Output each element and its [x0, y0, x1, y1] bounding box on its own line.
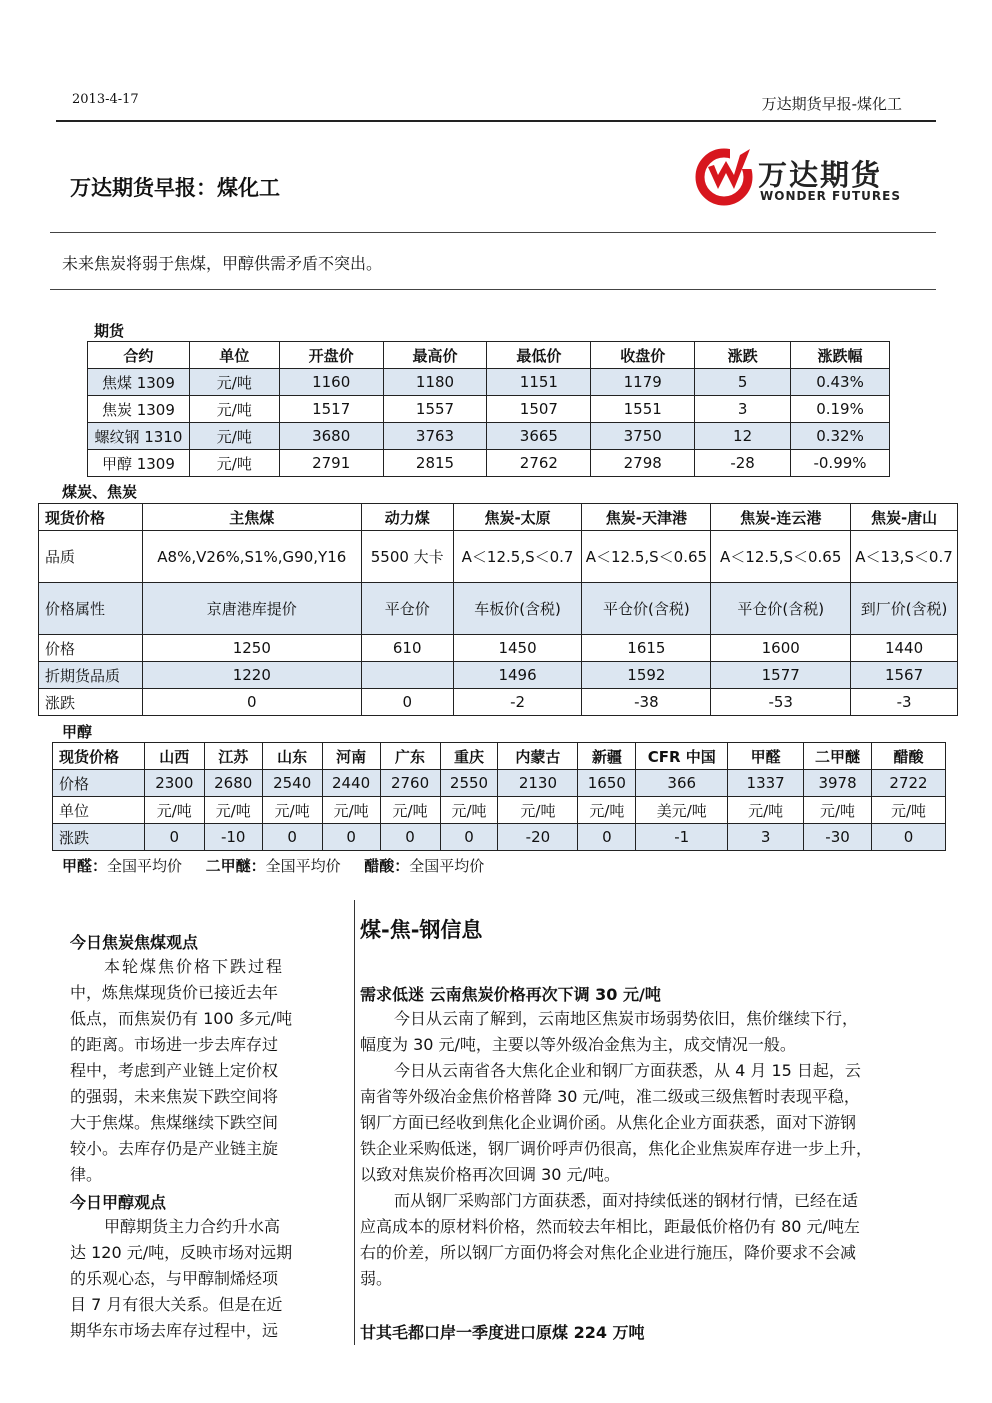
coal-cell: A＜12.5,S＜0.65 [711, 531, 851, 583]
coal-cell: 到厂价(含税) [851, 583, 958, 635]
methanol-header: 甲醛 [728, 743, 804, 770]
futures-row [88, 396, 890, 423]
methanol-cell: 元/吨 [578, 797, 636, 824]
methanol-cell: 2440 [322, 770, 380, 797]
text-line: 今日从云南了解到，云南地区焦炭市场弱势依旧，焦价继续下行， [394, 1009, 859, 1028]
coal-cell: 折期货品质 [39, 662, 143, 689]
methanol-section-title: 甲醇 [62, 723, 93, 741]
methanol-cell: -20 [498, 824, 578, 851]
futures-row [88, 369, 890, 396]
futures-cell: 3750 [591, 423, 695, 450]
futures-cell: 0.32% [791, 423, 890, 450]
coal-cell: 0 [142, 689, 361, 716]
coal-cell: 平仓价(含税) [711, 583, 851, 635]
text-line: 本轮煤焦价格下跌过程 [104, 957, 285, 976]
methanol-cell: 2540 [262, 770, 322, 797]
coking-coal-view-text [70, 954, 304, 1188]
methanol-cell: -10 [204, 824, 262, 851]
header-date: 2013-4-17 [72, 92, 139, 107]
methanol-cell: 2680 [204, 770, 262, 797]
methanol-cell: 2300 [144, 770, 204, 797]
coal-row-change [39, 689, 958, 716]
coal-row-price [39, 635, 958, 662]
coal-header: 现货价格 [39, 504, 143, 531]
methanol-header-row [53, 743, 946, 770]
logo-text-en: WONDER FUTURES [760, 189, 902, 203]
note-key: 二甲醚： [205, 857, 266, 875]
methanol-row-price [53, 770, 946, 797]
coal-cell: 品质 [39, 531, 143, 583]
methanol-cell: 涨跌 [53, 824, 145, 851]
coal-cell: A8%,V26%,S1%,G90,Y16 [142, 531, 361, 583]
methanol-header: 二甲醚 [804, 743, 872, 770]
methanol-cell: 元/吨 [872, 797, 946, 824]
methanol-cell: 元/吨 [804, 797, 872, 824]
methanol-cell: 2722 [872, 770, 946, 797]
methanol-cell: 元/吨 [322, 797, 380, 824]
futures-cell: 甲醇 1309 [88, 450, 190, 477]
methanol-cell: 0 [578, 824, 636, 851]
futures-header: 涨跌幅 [791, 342, 890, 369]
note-value: 全国平均价 [265, 857, 341, 875]
futures-cell: 元/吨 [189, 396, 279, 423]
futures-header: 单位 [189, 342, 279, 369]
coal-header: 焦炭-天津港 [582, 504, 711, 531]
methanol-cell: 0 [380, 824, 440, 851]
note-key: 甲醛： [62, 857, 108, 875]
text-line: 的乐观心态，与甲醇制烯烃项 [70, 1269, 279, 1288]
text-line: 达 120 元/吨，反映市场对远期 [70, 1243, 293, 1262]
methanol-cell: 美元/吨 [636, 797, 728, 824]
methanol-cell: 3978 [804, 770, 872, 797]
coal-cell: 京唐港库提价 [142, 583, 361, 635]
text-line: 钢厂方面已经收到焦化企业调价函。从焦化企业方面获悉，面对下游钢 [360, 1113, 857, 1132]
methanol-cell: 1650 [578, 770, 636, 797]
methanol-cell: 元/吨 [204, 797, 262, 824]
text-line: 铁企业采购低迷，钢厂调价呼声仍很高，焦化企业焦炭库存进一步上升， [360, 1139, 873, 1158]
methanol-cell: 0 [262, 824, 322, 851]
coal-table [38, 503, 958, 716]
news1-body [360, 1006, 896, 1292]
coal-cell: 1567 [851, 662, 958, 689]
coal-cell: 价格属性 [39, 583, 143, 635]
methanol-cell: 2550 [440, 770, 498, 797]
futures-cell: 元/吨 [189, 369, 279, 396]
header-divider [56, 120, 936, 122]
futures-cell: 1179 [591, 369, 695, 396]
methanol-cell: 元/吨 [440, 797, 498, 824]
coal-cell: -3 [851, 689, 958, 716]
methanol-cell: 2760 [380, 770, 440, 797]
futures-cell: 5 [695, 369, 791, 396]
text-line: 以致对焦炭价格再次回调 30 元/吨。 [360, 1165, 620, 1184]
coal-cell [361, 662, 453, 689]
coal-cell: 平仓价(含税) [582, 583, 711, 635]
futures-header-row [88, 342, 890, 369]
futures-header: 合约 [88, 342, 190, 369]
futures-cell: 1507 [487, 396, 591, 423]
methanol-cell: 2130 [498, 770, 578, 797]
coal-cell: 5500 大卡 [361, 531, 453, 583]
coal-cell: 1592 [582, 662, 711, 689]
coal-header: 焦炭-连云港 [711, 504, 851, 531]
futures-row [88, 450, 890, 477]
title-divider [50, 232, 936, 233]
coal-cell: 610 [361, 635, 453, 662]
logo-mark-icon [694, 145, 754, 207]
coal-cell: A＜13,S＜0.7 [851, 531, 958, 583]
futures-cell: 12 [695, 423, 791, 450]
coal-cell: 1450 [453, 635, 582, 662]
methanol-row-unit [53, 797, 946, 824]
coal-cell: 1220 [142, 662, 361, 689]
methanol-row-change [53, 824, 946, 851]
company-logo [694, 145, 904, 209]
coal-section-title: 煤炭、焦炭 [62, 483, 138, 501]
coal-cell: 1615 [582, 635, 711, 662]
futures-cell: 3763 [383, 423, 487, 450]
futures-table [87, 341, 890, 477]
futures-header: 涨跌 [695, 342, 791, 369]
coal-header: 主焦煤 [142, 504, 361, 531]
text-line: 右的价差，所以钢厂方面仍将会对焦化企业进行施压，降价要求不会减 [360, 1243, 857, 1262]
futures-row [88, 423, 890, 450]
methanol-header: 山西 [144, 743, 204, 770]
methanol-header: 现货价格 [53, 743, 145, 770]
futures-cell: 2762 [487, 450, 591, 477]
text-line: 幅度为 30 元/吨，主要以等外级冶金焦为主，成交情况一般。 [360, 1035, 796, 1054]
coal-cell: A＜12.5,S＜0.65 [582, 531, 711, 583]
methanol-cell: 366 [636, 770, 728, 797]
coal-row-attr [39, 583, 958, 635]
methanol-table [52, 742, 946, 851]
methanol-cell: 1337 [728, 770, 804, 797]
coal-header: 动力煤 [361, 504, 453, 531]
futures-cell: 焦煤 1309 [88, 369, 190, 396]
coal-cell: -38 [582, 689, 711, 716]
futures-cell: 1557 [383, 396, 487, 423]
methanol-header: 山东 [262, 743, 322, 770]
futures-header: 开盘价 [279, 342, 383, 369]
coking-coal-view-heading: 今日焦炭焦煤观点 [70, 933, 199, 952]
text-line: 期华东市场去库存过程中，远 [70, 1321, 279, 1340]
futures-cell: 1160 [279, 369, 383, 396]
methanol-header: 广东 [380, 743, 440, 770]
methanol-view-text [70, 1214, 304, 1344]
methanol-header: CFR 中国 [636, 743, 728, 770]
methanol-cell: 0 [322, 824, 380, 851]
methanol-cell: 0 [872, 824, 946, 851]
column-divider [354, 900, 355, 1345]
futures-cell: 3 [695, 396, 791, 423]
methanol-note [62, 855, 484, 876]
futures-cell: 2815 [383, 450, 487, 477]
methanol-header: 河南 [322, 743, 380, 770]
header-title: 万达期货早报-煤化工 [761, 95, 902, 113]
coal-cell: 1600 [711, 635, 851, 662]
text-line: 甲醇期货主力合约升水高 [104, 1217, 281, 1236]
coal-cell: 1496 [453, 662, 582, 689]
text-line: 律。 [70, 1165, 103, 1184]
methanol-header: 醋酸 [872, 743, 946, 770]
text-line: 低点，而焦炭仍有 100 多元/吨 [70, 1009, 293, 1028]
coal-cell: 0 [361, 689, 453, 716]
news1-title: 需求低迷 云南焦炭价格再次下调 30 元/吨 [360, 985, 661, 1004]
futures-cell: 1517 [279, 396, 383, 423]
text-line: 今日从云南省各大焦化企业和钢厂方面获悉，从 4 月 15 日起，云 [394, 1061, 861, 1080]
futures-cell: 0.19% [791, 396, 890, 423]
methanol-cell: -30 [804, 824, 872, 851]
methanol-cell: 单位 [53, 797, 145, 824]
futures-cell: 2791 [279, 450, 383, 477]
futures-cell: -28 [695, 450, 791, 477]
coal-cell: A＜12.5,S＜0.7 [453, 531, 582, 583]
coal-header: 焦炭-唐山 [851, 504, 958, 531]
methanol-cell: 3 [728, 824, 804, 851]
coal-row-discount [39, 662, 958, 689]
text-line: 较小。去库存仍是产业链主旋 [70, 1139, 279, 1158]
futures-section-title: 期货 [94, 322, 125, 340]
coal-header: 焦炭-太原 [453, 504, 582, 531]
text-line: 弱。 [360, 1269, 393, 1288]
methanol-cell: -1 [636, 824, 728, 851]
news-section-title: 煤-焦-钢信息 [360, 918, 483, 942]
text-line: 大于焦煤。焦煤继续下跌空间 [70, 1113, 279, 1132]
methanol-cell: 元/吨 [728, 797, 804, 824]
text-line: 中，炼焦煤现货价已接近去年 [70, 983, 279, 1002]
text-line: 的强弱，未来焦炭下跌空间将 [70, 1087, 279, 1106]
futures-cell: 螺纹钢 1310 [88, 423, 190, 450]
coal-cell: 1440 [851, 635, 958, 662]
futures-cell: 1551 [591, 396, 695, 423]
summary-text: 未来焦炭将弱于焦煤，甲醇供需矛盾不突出。 [62, 254, 383, 273]
futures-cell: -0.99% [791, 450, 890, 477]
summary-divider [50, 289, 936, 290]
futures-header: 最低价 [487, 342, 591, 369]
text-line: 程中，考虑到产业链上定价权 [70, 1061, 279, 1080]
coal-cell: 价格 [39, 635, 143, 662]
methanol-cell: 元/吨 [498, 797, 578, 824]
coal-header-row [39, 504, 958, 531]
coal-row-quality [39, 531, 958, 583]
note-key: 醋酸： [364, 857, 410, 875]
coal-cell: 车板价(含税) [453, 583, 582, 635]
coal-cell: 1250 [142, 635, 361, 662]
futures-cell: 1180 [383, 369, 487, 396]
futures-header: 最高价 [383, 342, 487, 369]
text-line: 应高成本的原材料价格，然而较去年相比，距最低价格仍有 80 元/吨左 [360, 1217, 860, 1236]
methanol-header: 重庆 [440, 743, 498, 770]
methanol-cell: 0 [440, 824, 498, 851]
futures-cell: 0.43% [791, 369, 890, 396]
text-line: 而从钢厂采购部门方面获悉，面对持续低迷的钢材行情，已经在适 [394, 1191, 859, 1210]
coal-cell: -2 [453, 689, 582, 716]
page-title: 万达期货早报：煤化工 [70, 176, 280, 200]
logo-text-cn: 万达期货 [758, 158, 883, 192]
methanol-cell: 元/吨 [262, 797, 322, 824]
futures-cell: 1151 [487, 369, 591, 396]
futures-header: 收盘价 [591, 342, 695, 369]
methanol-cell: 元/吨 [144, 797, 204, 824]
futures-cell: 3680 [279, 423, 383, 450]
methanol-cell: 元/吨 [380, 797, 440, 824]
news2-title: 甘其毛都口岸一季度进口原煤 224 万吨 [360, 1323, 645, 1342]
coal-cell: 1577 [711, 662, 851, 689]
futures-cell: 焦炭 1309 [88, 396, 190, 423]
methanol-cell: 价格 [53, 770, 145, 797]
methanol-view-heading: 今日甲醇观点 [70, 1193, 167, 1212]
methanol-header: 江苏 [204, 743, 262, 770]
note-value: 全国平均价 [107, 857, 183, 875]
coal-cell: 平仓价 [361, 583, 453, 635]
text-line: 南省等外级冶金焦价格普降 30 元/吨，准二级或三级焦暂时表现平稳， [360, 1087, 860, 1106]
methanol-cell: 0 [144, 824, 204, 851]
coal-cell: 涨跌 [39, 689, 143, 716]
futures-cell: 2798 [591, 450, 695, 477]
futures-cell: 元/吨 [189, 423, 279, 450]
methanol-header: 新疆 [578, 743, 636, 770]
text-line: 目 7 月有很大关系。但是在近 [70, 1295, 283, 1314]
futures-cell: 3665 [487, 423, 591, 450]
coal-cell: -53 [711, 689, 851, 716]
methanol-header: 内蒙古 [498, 743, 578, 770]
futures-cell: 元/吨 [189, 450, 279, 477]
text-line: 的距离。市场进一步去库存过 [70, 1035, 279, 1054]
note-value: 全国平均价 [409, 857, 485, 875]
